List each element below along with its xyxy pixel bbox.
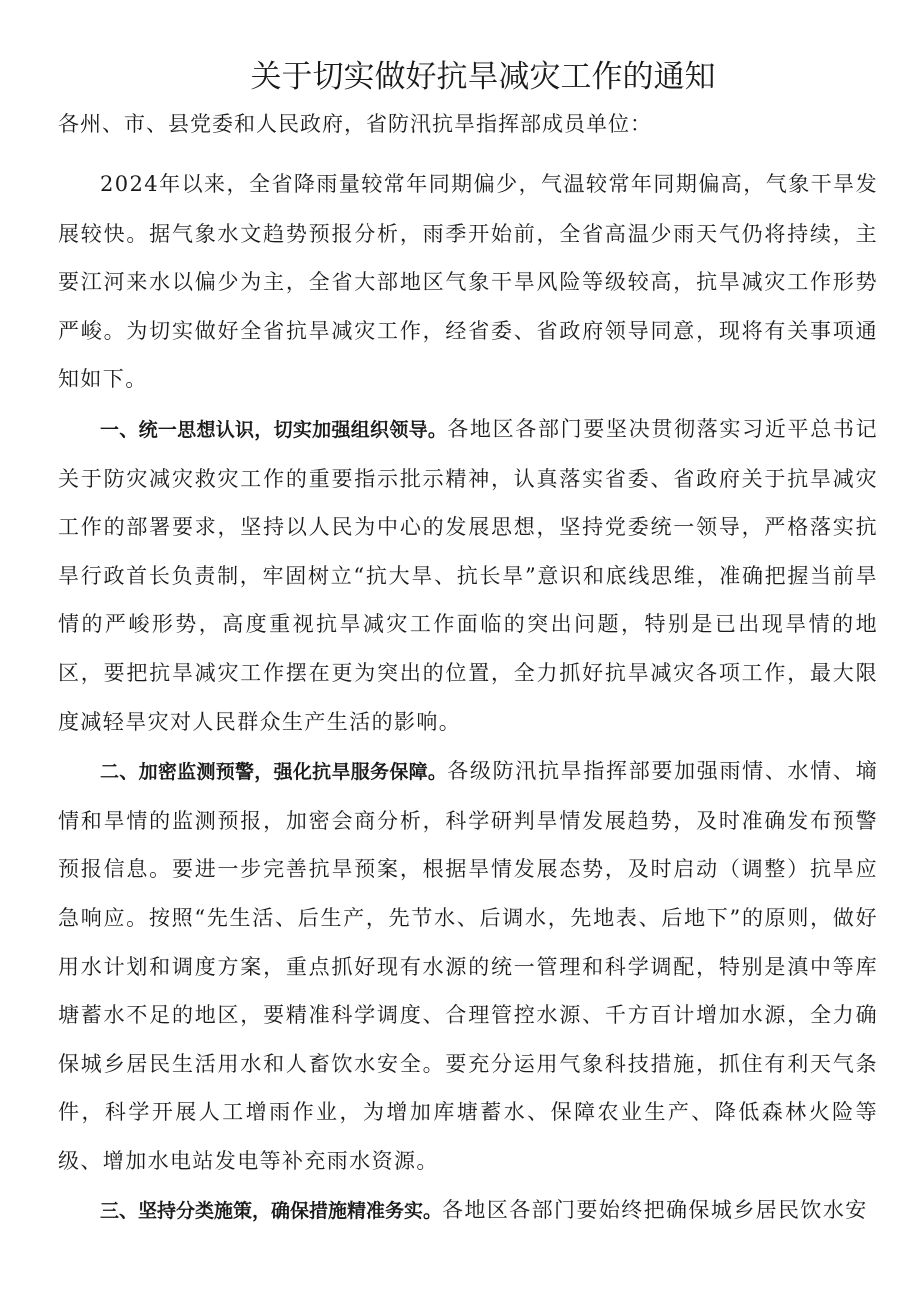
paragraph-text: 各地区各部门要坚决贯彻落实习近平总书记关于防灾减灾救灾工作的重要指示批示精神，认真落实省委、省政府关于抗旱减灾工作的部署要求，坚持以人民为中心的发展思想，坚持党委统一领导，严格落实抗旱行政首长负责制，牢固树立“抗大旱、抗长旱”意识和底线思维，准确把握当前旱情的严峻形势，高度重视抗旱减灾工作面临的突出问题，特别是已出现旱情的地区，要把抗旱减灾工作摆在更为突出的位置，全力抓好抗旱减灾各项工作，最大限度减轻旱灾对人民群众生产生活的影响。 <box>58 416 878 734</box>
paragraph-section-3 <box>58 1186 878 1236</box>
document-title: 关于切实做好抗旱减灾工作的通知 <box>250 59 716 95</box>
section-heading: 三、坚持分类施策，确保措施精准务实。 <box>100 1200 443 1223</box>
paragraph-text: 2024年以来，全省降雨量较常年同期偏少，气温较常年同期偏高，气象干旱发展较快。据气象水文趋势预报分析，雨季开始前，全省高温少雨天气仍将持续，主要江河来水以偏少为主，全省大部地区气象干旱风险等级较高，抗旱减灾工作形势严峻。为切实做好全省抗旱减灾工作，经省委、省政府领导同意，现将有关事项通知如下。 <box>58 172 878 392</box>
paragraph-text: 各地区各部门要始终把确保城乡居民饮水安 <box>442 1198 868 1223</box>
paragraph-section-1 <box>58 405 878 746</box>
section-heading: 二、加密监测预警，强化抗旱服务保障。 <box>100 761 448 784</box>
document-page <box>58 52 878 1237</box>
salutation: 各州、市、县党委和人民政府，省防汛抗旱指挥部成员单位： <box>58 112 652 136</box>
paragraph-text: 各级防汛抗旱指挥部要加强雨情、水情、墒情和旱情的监测预报，加密会商分析，科学研判旱情发展趋势，及时准确发布预警预报信息。要进一步完善抗旱预案，根据旱情发展态势，及时启动（调整）抗旱应急响应。按照“先生活、后生产，先节水、后调水，先地表、后地下”的原则，做好用水计划和调度方案，重点抓好现有水源的统一管理和科学调配，特别是滇中等库塘蓄水不足的地区，要精准科学调度、合理管控水源、千方百计增加水源，全力确保城乡居民生活用水和人畜饮水安全。要充分运用气象科技措施，抓住有利天气条件，科学开展人工增雨作业，为增加库塘蓄水、保障农业生产、降低森林火险等级、增加水电站发电等补充雨水资源。 <box>58 759 878 1173</box>
paragraph-intro <box>58 160 878 404</box>
paragraph-section-2 <box>58 747 878 1185</box>
section-heading: 一、统一思想认识，切实加强组织领导。 <box>100 418 448 441</box>
